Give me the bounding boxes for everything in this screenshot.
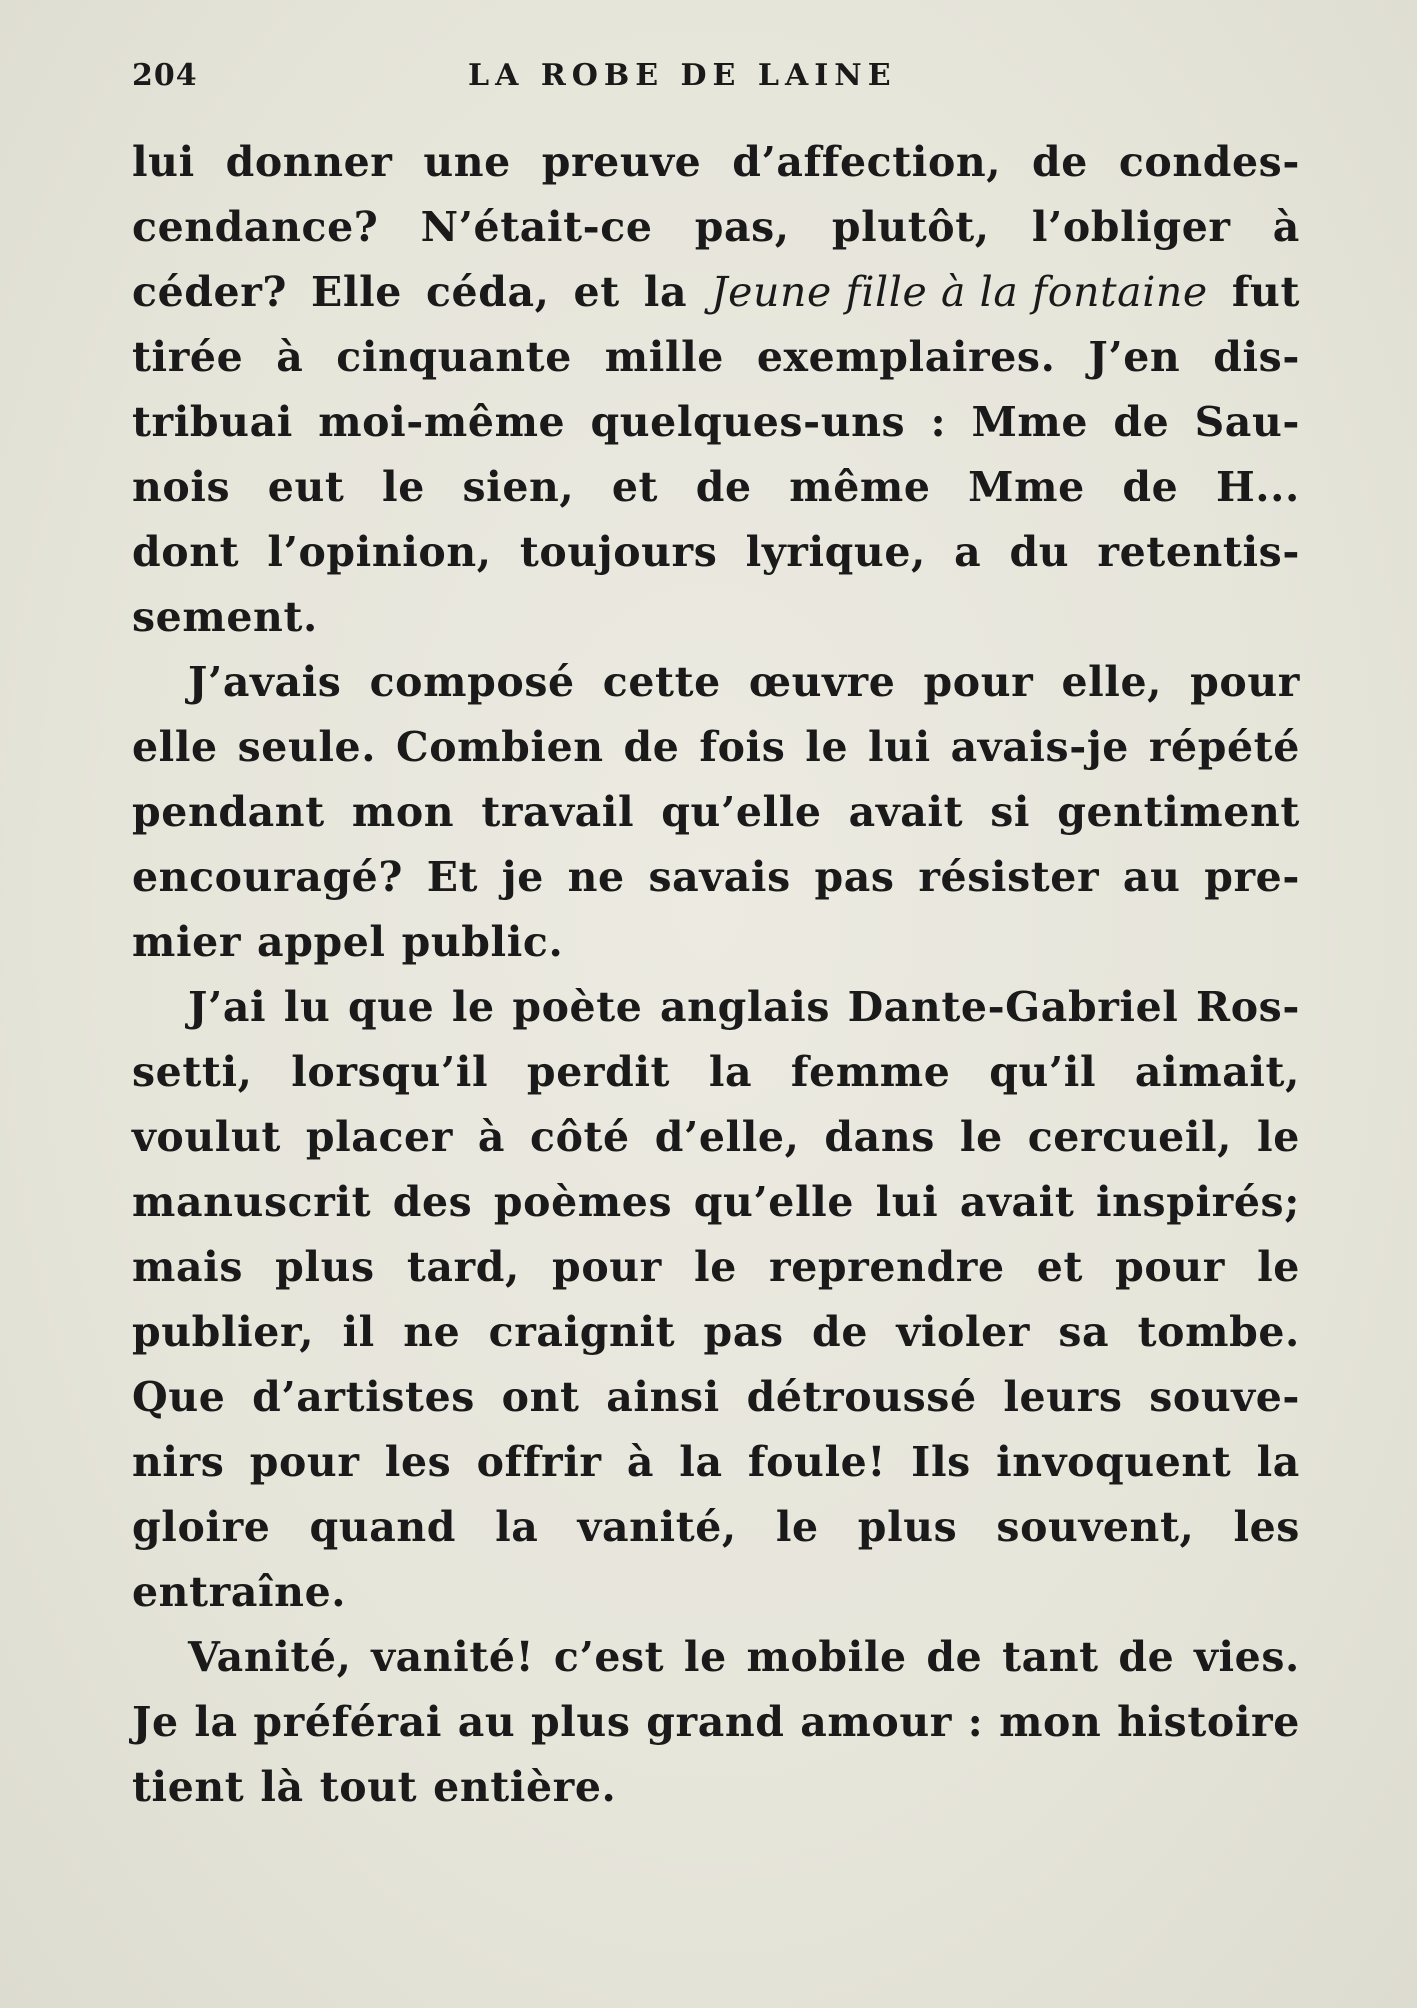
word: au [1122, 853, 1181, 901]
running-title: LA ROBE DE LAINE [468, 58, 897, 93]
word: vies. [1194, 1633, 1300, 1681]
word: mier [132, 918, 242, 966]
word: préférai [253, 1698, 443, 1746]
word: public. [401, 918, 564, 966]
text-line [132, 975, 1300, 1040]
text-line [132, 390, 1300, 455]
word: Vanité, [188, 1633, 352, 1681]
word: et [1036, 1243, 1084, 1291]
word: côté [530, 1113, 630, 1161]
word: elle, [1061, 658, 1163, 706]
text-line [132, 585, 1300, 650]
word: Ros- [1196, 983, 1300, 1031]
word: vanité! [371, 1633, 535, 1681]
word: mon [351, 788, 455, 836]
word: pour [1115, 1243, 1225, 1291]
word: entière. [433, 1763, 617, 1811]
word: à [276, 333, 304, 381]
text-line [132, 520, 1300, 585]
word: offrir [476, 1438, 602, 1486]
word: Sau- [1194, 398, 1300, 446]
word: anglais [660, 983, 831, 1031]
word: femme [790, 1048, 951, 1096]
word: cette [602, 658, 721, 706]
word: plus [275, 1243, 375, 1291]
word: tard, [406, 1243, 520, 1291]
word: voulut [132, 1113, 281, 1161]
word: H... [1215, 463, 1300, 511]
word: tant [1002, 1633, 1099, 1681]
text-line [132, 1755, 1300, 1820]
text-line [132, 455, 1300, 520]
word: eut [267, 463, 345, 511]
word: dont [132, 528, 240, 576]
word: la [679, 1438, 723, 1486]
word: le [694, 1243, 737, 1291]
word: avait [848, 788, 964, 836]
word: gentiment [1057, 788, 1300, 836]
word: céda, [425, 268, 550, 316]
word: une [423, 138, 511, 186]
word: Elle [311, 268, 402, 316]
word: pas, [694, 203, 790, 251]
word: nois [132, 463, 231, 511]
word: au [457, 1698, 516, 1746]
word: invoquent [996, 1438, 1232, 1486]
word: donner [225, 138, 393, 186]
text-line [132, 1430, 1300, 1495]
word: ne [567, 853, 625, 901]
word: Que [132, 1373, 226, 1421]
word: l’opinion, [267, 528, 492, 576]
word: sien, [462, 463, 575, 511]
word: quand [309, 1503, 457, 1551]
word: Ils [911, 1438, 971, 1486]
word: travail [481, 788, 635, 836]
word: pour [923, 658, 1034, 706]
word: moi-même [318, 398, 566, 446]
word: tient [132, 1763, 245, 1811]
word: lui [868, 723, 931, 771]
word: lyrique, [745, 528, 926, 576]
word: la [495, 1503, 539, 1551]
word: condes- [1118, 138, 1300, 186]
word: entraîne. [132, 1568, 347, 1616]
word: Je [132, 1698, 179, 1746]
word: violer [896, 1308, 1030, 1356]
word: à [1272, 203, 1300, 251]
word: Mme [968, 463, 1085, 511]
text-line [132, 1625, 1300, 1690]
word: Combien [395, 723, 604, 771]
text-line [132, 845, 1300, 910]
word: pendant [132, 788, 325, 836]
word: encouragé? [132, 853, 403, 901]
word: le [959, 1113, 1003, 1161]
word: souvent, [996, 1503, 1195, 1551]
word: perdit [526, 1048, 671, 1096]
word: mais [132, 1243, 244, 1291]
word: lui [132, 138, 195, 186]
word: manuscrit [132, 1178, 372, 1226]
word: détroussé [746, 1373, 977, 1421]
word: savais [648, 853, 791, 901]
word: de [695, 463, 752, 511]
text-line [132, 325, 1300, 390]
word: ainsi [606, 1373, 720, 1421]
word: cinquante [336, 333, 572, 381]
word: la [643, 268, 688, 316]
word: de [812, 1308, 869, 1356]
word: plutôt, [831, 203, 990, 251]
text-line [132, 910, 1300, 975]
word: de [926, 1633, 983, 1681]
word: pas [703, 1308, 784, 1356]
word: publier, [132, 1308, 315, 1356]
word: que [347, 983, 435, 1031]
word: lorsqu’il [291, 1048, 489, 1096]
word: pour [552, 1243, 662, 1291]
word: le [1257, 1243, 1300, 1291]
word: retentis- [1097, 528, 1300, 576]
word: de [1122, 463, 1179, 511]
body-text [132, 130, 1300, 1820]
text-line [132, 715, 1300, 780]
word: sement. [132, 593, 318, 641]
text-line [132, 195, 1300, 260]
word: plus [857, 1503, 958, 1551]
text-line [132, 1495, 1300, 1560]
word: appel [257, 918, 386, 966]
word: lu [283, 983, 331, 1031]
text-line [132, 130, 1300, 195]
word: toujours [519, 528, 718, 576]
page-number: 204 [132, 58, 198, 93]
word: quelques-uns [590, 398, 906, 446]
word: lui [875, 1178, 939, 1226]
word: à [477, 1113, 506, 1161]
text-line [132, 1690, 1300, 1755]
word: poète [512, 983, 643, 1031]
word: fut [1231, 268, 1300, 316]
word: pre- [1204, 853, 1300, 901]
word: c’est [553, 1633, 665, 1681]
word: tirée [132, 333, 244, 381]
word: Dante-Gabriel [847, 983, 1179, 1031]
word: si [990, 788, 1031, 836]
word: inspirés; [1095, 1178, 1300, 1226]
word: placer [305, 1113, 453, 1161]
word: vanité, [577, 1503, 737, 1551]
word: cercueil, [1027, 1113, 1233, 1161]
word: N’était-ce [420, 203, 653, 251]
word: Et [426, 853, 479, 901]
text-line [132, 780, 1300, 845]
word: foule! [747, 1438, 886, 1486]
text-line [132, 650, 1300, 715]
text-line [132, 1300, 1300, 1365]
word: : [967, 1698, 984, 1746]
word: le [451, 983, 495, 1031]
word: seule. [237, 723, 377, 771]
word: de [1113, 398, 1170, 446]
word: la [1256, 1438, 1300, 1486]
word: l’obliger [1031, 203, 1231, 251]
word: qu’elle [693, 1178, 855, 1226]
word: de [1118, 1633, 1175, 1681]
word: gloire [132, 1503, 271, 1551]
text-line [132, 1170, 1300, 1235]
word: : [930, 398, 947, 446]
word: pour [1190, 658, 1300, 706]
word: le [683, 1633, 727, 1681]
word: grand [646, 1698, 785, 1746]
word: nirs [132, 1438, 225, 1486]
word: tout [319, 1763, 418, 1811]
italic-title: Jeune fille à la fontaine [711, 268, 1208, 316]
word: amour [800, 1698, 952, 1746]
word: mille [604, 333, 724, 381]
text-line [132, 1365, 1300, 1430]
word: J’ai [188, 983, 267, 1031]
word: setti, [132, 1048, 253, 1096]
word: céder? [132, 268, 288, 316]
word: dis- [1213, 333, 1300, 381]
word: pas [814, 853, 895, 901]
word: tribuai [132, 398, 293, 446]
word: les [384, 1438, 452, 1486]
word: à [626, 1438, 655, 1486]
word: œuvre [748, 658, 896, 706]
word: et [573, 268, 620, 316]
word: répété [1148, 723, 1300, 771]
word: d’elle, [654, 1113, 800, 1161]
word: le [805, 723, 849, 771]
word: le [775, 1503, 819, 1551]
word: poèmes [493, 1178, 673, 1226]
text-line [132, 1235, 1300, 1300]
text-line [132, 1105, 1300, 1170]
word: dans [824, 1113, 935, 1161]
text-line [132, 1560, 1300, 1625]
word: le [1257, 1113, 1300, 1161]
word: ont [501, 1373, 580, 1421]
word: même [789, 463, 931, 511]
word: la [708, 1048, 753, 1096]
word: la [194, 1698, 238, 1746]
word: mon [999, 1698, 1102, 1746]
word: et [611, 463, 659, 511]
word: d’affection, [732, 138, 1002, 186]
word: résister [918, 853, 1100, 901]
word: de [1032, 138, 1088, 186]
word: exemplaires. [756, 333, 1056, 381]
word: pour [249, 1438, 360, 1486]
word: plus [530, 1698, 631, 1746]
word: tombe. [1137, 1308, 1300, 1356]
word: le [382, 463, 425, 511]
word: J’en [1088, 333, 1181, 381]
word: aimait, [1134, 1048, 1300, 1096]
word: ne [403, 1308, 461, 1356]
word: sa [1058, 1308, 1110, 1356]
word: preuve [541, 138, 702, 186]
word: d’artistes [252, 1373, 475, 1421]
word: qu’il [989, 1048, 1097, 1096]
word: mobile [746, 1633, 907, 1681]
word: leurs [1003, 1373, 1123, 1421]
word: elle [132, 723, 218, 771]
word: du [1009, 528, 1070, 576]
word: des [392, 1178, 473, 1226]
word: a [954, 528, 982, 576]
text-line [132, 1040, 1300, 1105]
word: souve- [1149, 1373, 1300, 1421]
word: histoire [1117, 1698, 1300, 1746]
word: reprendre [769, 1243, 1005, 1291]
word: il [342, 1308, 375, 1356]
word: je [501, 853, 544, 901]
word: J’avais [188, 658, 342, 706]
word: Mme [971, 398, 1089, 446]
page-header [132, 58, 1300, 108]
text-line [132, 260, 1300, 325]
word: composé [369, 658, 575, 706]
word: craignit [488, 1308, 676, 1356]
word: fois [699, 723, 786, 771]
word: de [623, 723, 680, 771]
word: avait [959, 1178, 1075, 1226]
word: là [260, 1763, 304, 1811]
word: qu’elle [661, 788, 822, 836]
word: avais-je [950, 723, 1129, 771]
word: les [1233, 1503, 1300, 1551]
word: cendance? [132, 203, 379, 251]
